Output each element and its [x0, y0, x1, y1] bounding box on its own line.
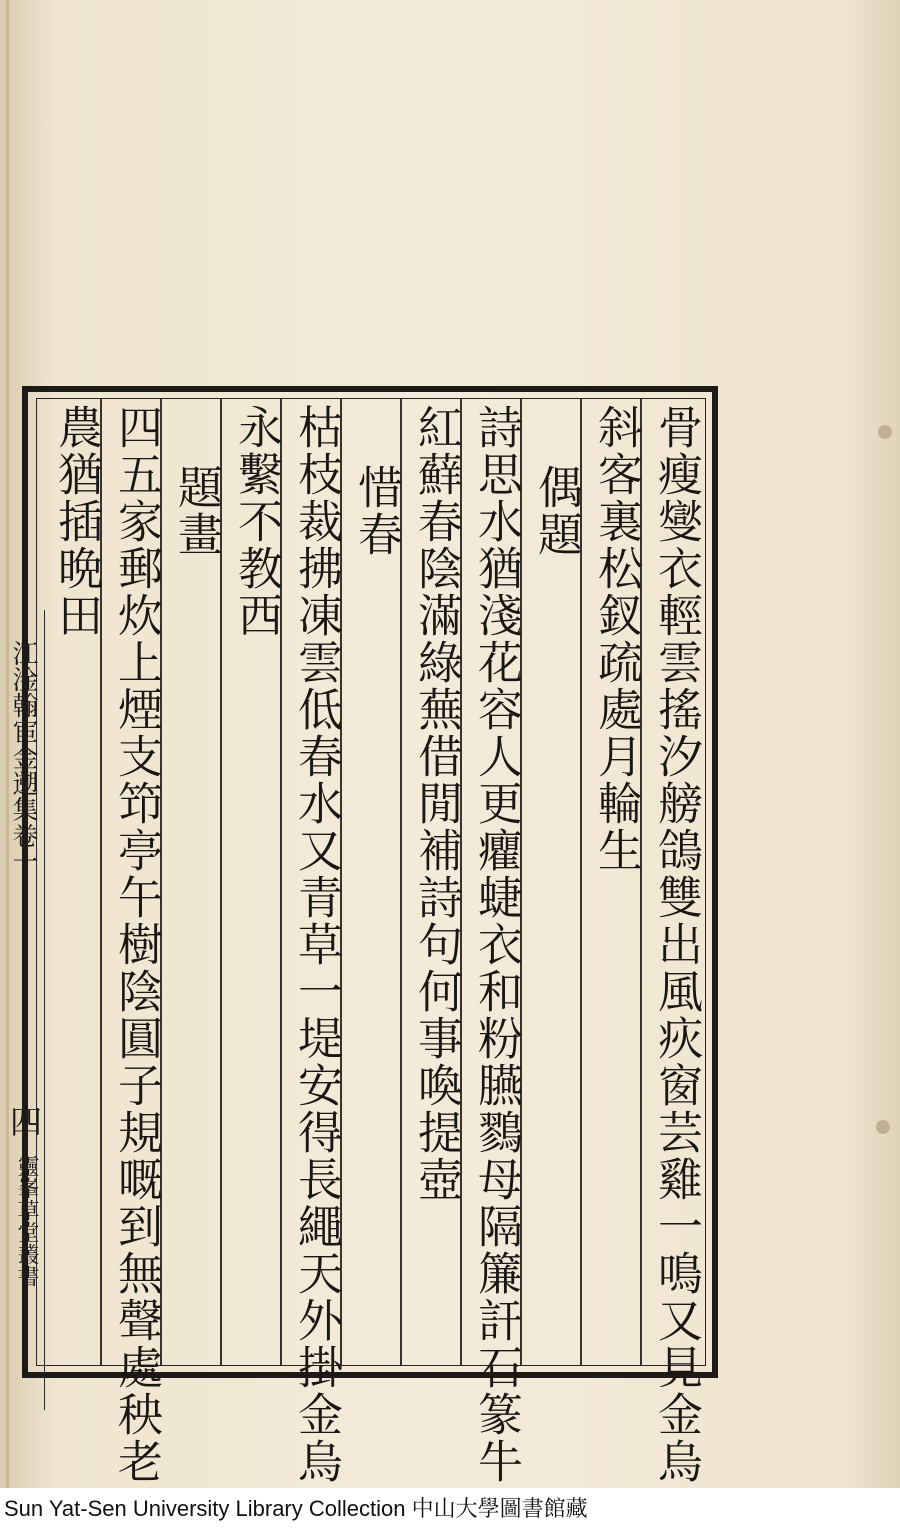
text-column-5: 紅蘚春陰滿綠蕪借閒補詩句何事喚提壺 [410, 404, 463, 1203]
poem-title-xichun: 惜春 [350, 464, 403, 558]
text-column-2: 斜客裏松釵疏處月輪生 [590, 404, 643, 874]
banxin-series: 靈峯草堂叢書 [14, 1155, 39, 1287]
text-column-1: 骨瘦燮衣輕雲搖汐艕鴿雙出風疢窗芸雞一鳴又見金烏 [650, 404, 703, 1485]
text-column-7: 枯枝裁拂凍雲低春水又青草一堤安得長繩天外掛金烏 [290, 404, 343, 1485]
footer-credit: Sun Yat-Sen University Library Collection 中山大學圖書館藏 [4, 1496, 588, 1521]
poem-title-tihua: 題畫 [170, 464, 223, 558]
poem-title-ouyi: 偶題 [530, 464, 583, 558]
banxin-title: 江淦翰宦金遡集卷一 [8, 640, 38, 874]
banxin-page-number: 四 [5, 1105, 43, 1137]
binding-hole [878, 425, 892, 439]
text-column-8: 永繫不教西 [230, 404, 283, 639]
binding-hole [876, 1120, 890, 1134]
footer-bar [0, 1488, 900, 1529]
text-column-10: 四五家郵炊上煙支笻亭午樹陰圓子規嘅到無聲處秧老 [110, 404, 163, 1485]
text-column-4: 詩思水猶淺花容人更癯蜨衣和粉臙鷚母隔簾訐石篆牛 [470, 404, 523, 1485]
text-column-11: 農猶插晩田 [50, 404, 103, 639]
